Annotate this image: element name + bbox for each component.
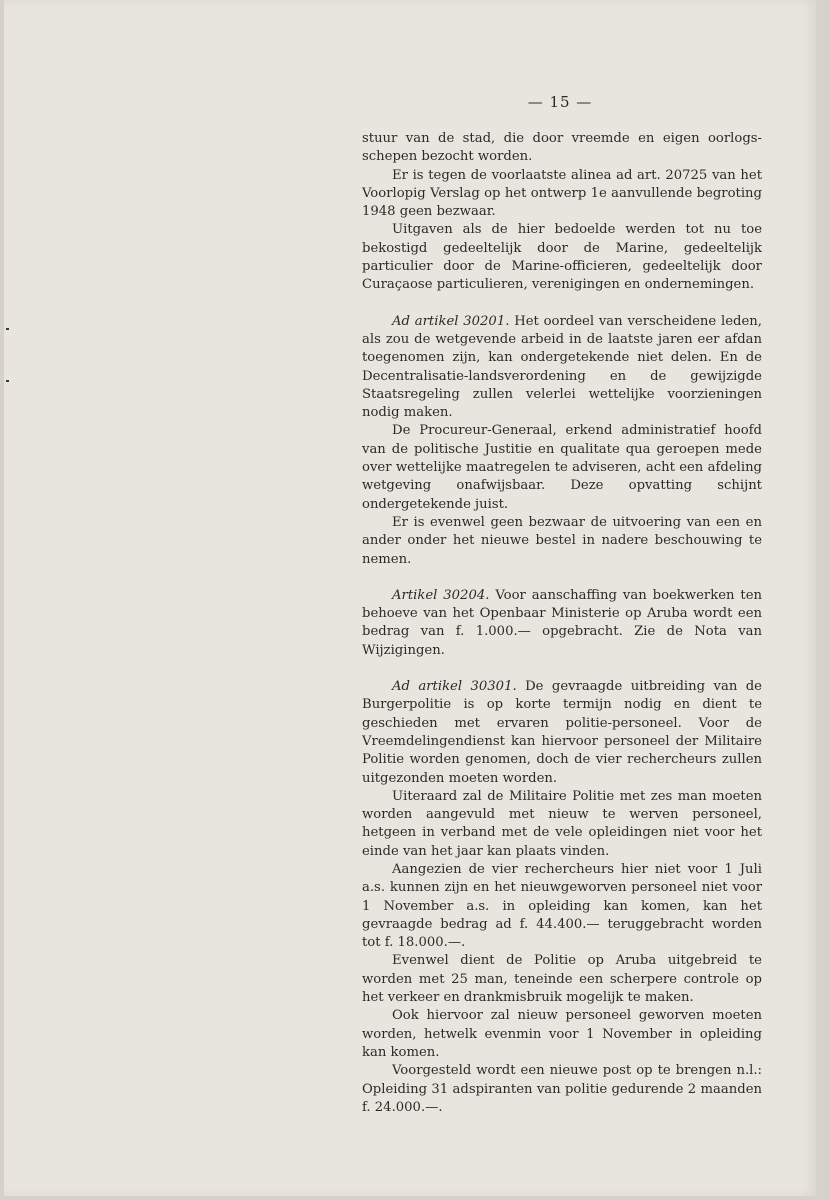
paragraph: Uiteraard zal de Militaire Politie met zes man moeten worden aangevuld met nieuw te werven personeel, hetgeen in verband met de vele opleidingen niet voor het einde van het jaar kan plaats vinden.	[362, 788, 762, 859]
paragraph: Evenwel dient de Politie op Aruba uitgebreid te worden met 25 man, teneinde een scherpere controle op het verkeer en drankmisbruik mogelijk te maken.	[362, 953, 762, 1006]
margin-mark	[6, 380, 9, 382]
body-text	[362, 130, 762, 1117]
paragraph: Ook hiervoor zal nieuw personeel geworven moeten worden, hetwelk evenmin voor 1 November in opleiding kan komen.	[362, 1008, 762, 1060]
article-heading: Ad artikel 30301.	[392, 679, 517, 695]
document-page	[4, 0, 816, 1196]
paragraph: De Procureur-Generaal, erkend administratief hoofd van de politische Justitie en qualitate qua geroepen mede over wettelijke maatregelen te adviseren, acht een afdeling wetgeving onafwijsbaar. Deze opvatting schijnt ondergetekende juist.	[362, 423, 762, 512]
paragraph: Aangezien de vier rechercheurs hier niet voor 1 Juli a.s. kunnen zijn en het nieuwgeworven personeel niet voor 1 November a.s. in opleiding kan komen, kan het gevraagde bedrag ad f. 44.400.— teruggebracht worden tot f. 18.000.—.	[362, 861, 762, 951]
article-heading: Artikel 30204.	[392, 587, 490, 603]
page-number: — 15 —	[527, 93, 593, 111]
paragraph: Er is evenwel geen bezwaar de uitvoering van een en ander onder het nieuwe bestel in nadere beschouwing te nemen.	[362, 514, 762, 567]
paragraph: Uitgaven als de hier bedoelde werden tot nu toe bekostigd gedeeltelijk door de Marine, gedeeltelijk particulier door de Marine-officieren, gedeeltelijk door Curaçaose particulieren, verenigingen en ondernemingen.	[362, 222, 762, 293]
paragraph: Voorgesteld wordt een nieuwe post op te brengen n.l.: Opleiding 31 adspiranten van politie gedurende 2 maanden f. 24.000.—.	[362, 1063, 762, 1115]
paragraph: Artikel 30204. Voor aanschaffing van boekwerken ten behoeve van het Openbaar Ministerie op Aruba wordt een bedrag van f. 1.000.— opgebracht. Zie de Nota van Wijzigingen.	[362, 587, 762, 658]
paragraph: Ad artikel 30301. De gevraagde uitbreiding van de Burgerpolitie is op korte termijn nodig en dient te geschieden met ervaren politie-personeel. Voor de Vreemdelingendienst kan hiervoor personeel der Militaire Politie worden genomen, doch de vier rechercheurs zullen uitgezonden moeten worden.	[362, 679, 762, 786]
paragraph: Er is tegen de voorlaatste alinea ad art. 20725 van het Voorlopig Verslag op het ontwerp 1e aanvullende begroting 1948 geen bezwaar.	[362, 167, 762, 220]
paragraph: Ad artikel 30201. Het oordeel van verscheidene leden, als zou de wetgevende arbeid in de laatste jaren eer afdan toegenomen zijn, kan ondergetekende niet delen. En de Decentralisatie-landsverordening en de gewijzigde Staatsregeling zullen velerlei wettelijke voorzieningen nodig maken.	[362, 313, 762, 421]
margin-mark	[6, 328, 9, 330]
article-heading: Ad artikel 30201.	[392, 313, 510, 329]
paragraph: stuur van de stad, die door vreemde en eigen oorlogs-schepen bezocht worden.	[362, 131, 762, 165]
